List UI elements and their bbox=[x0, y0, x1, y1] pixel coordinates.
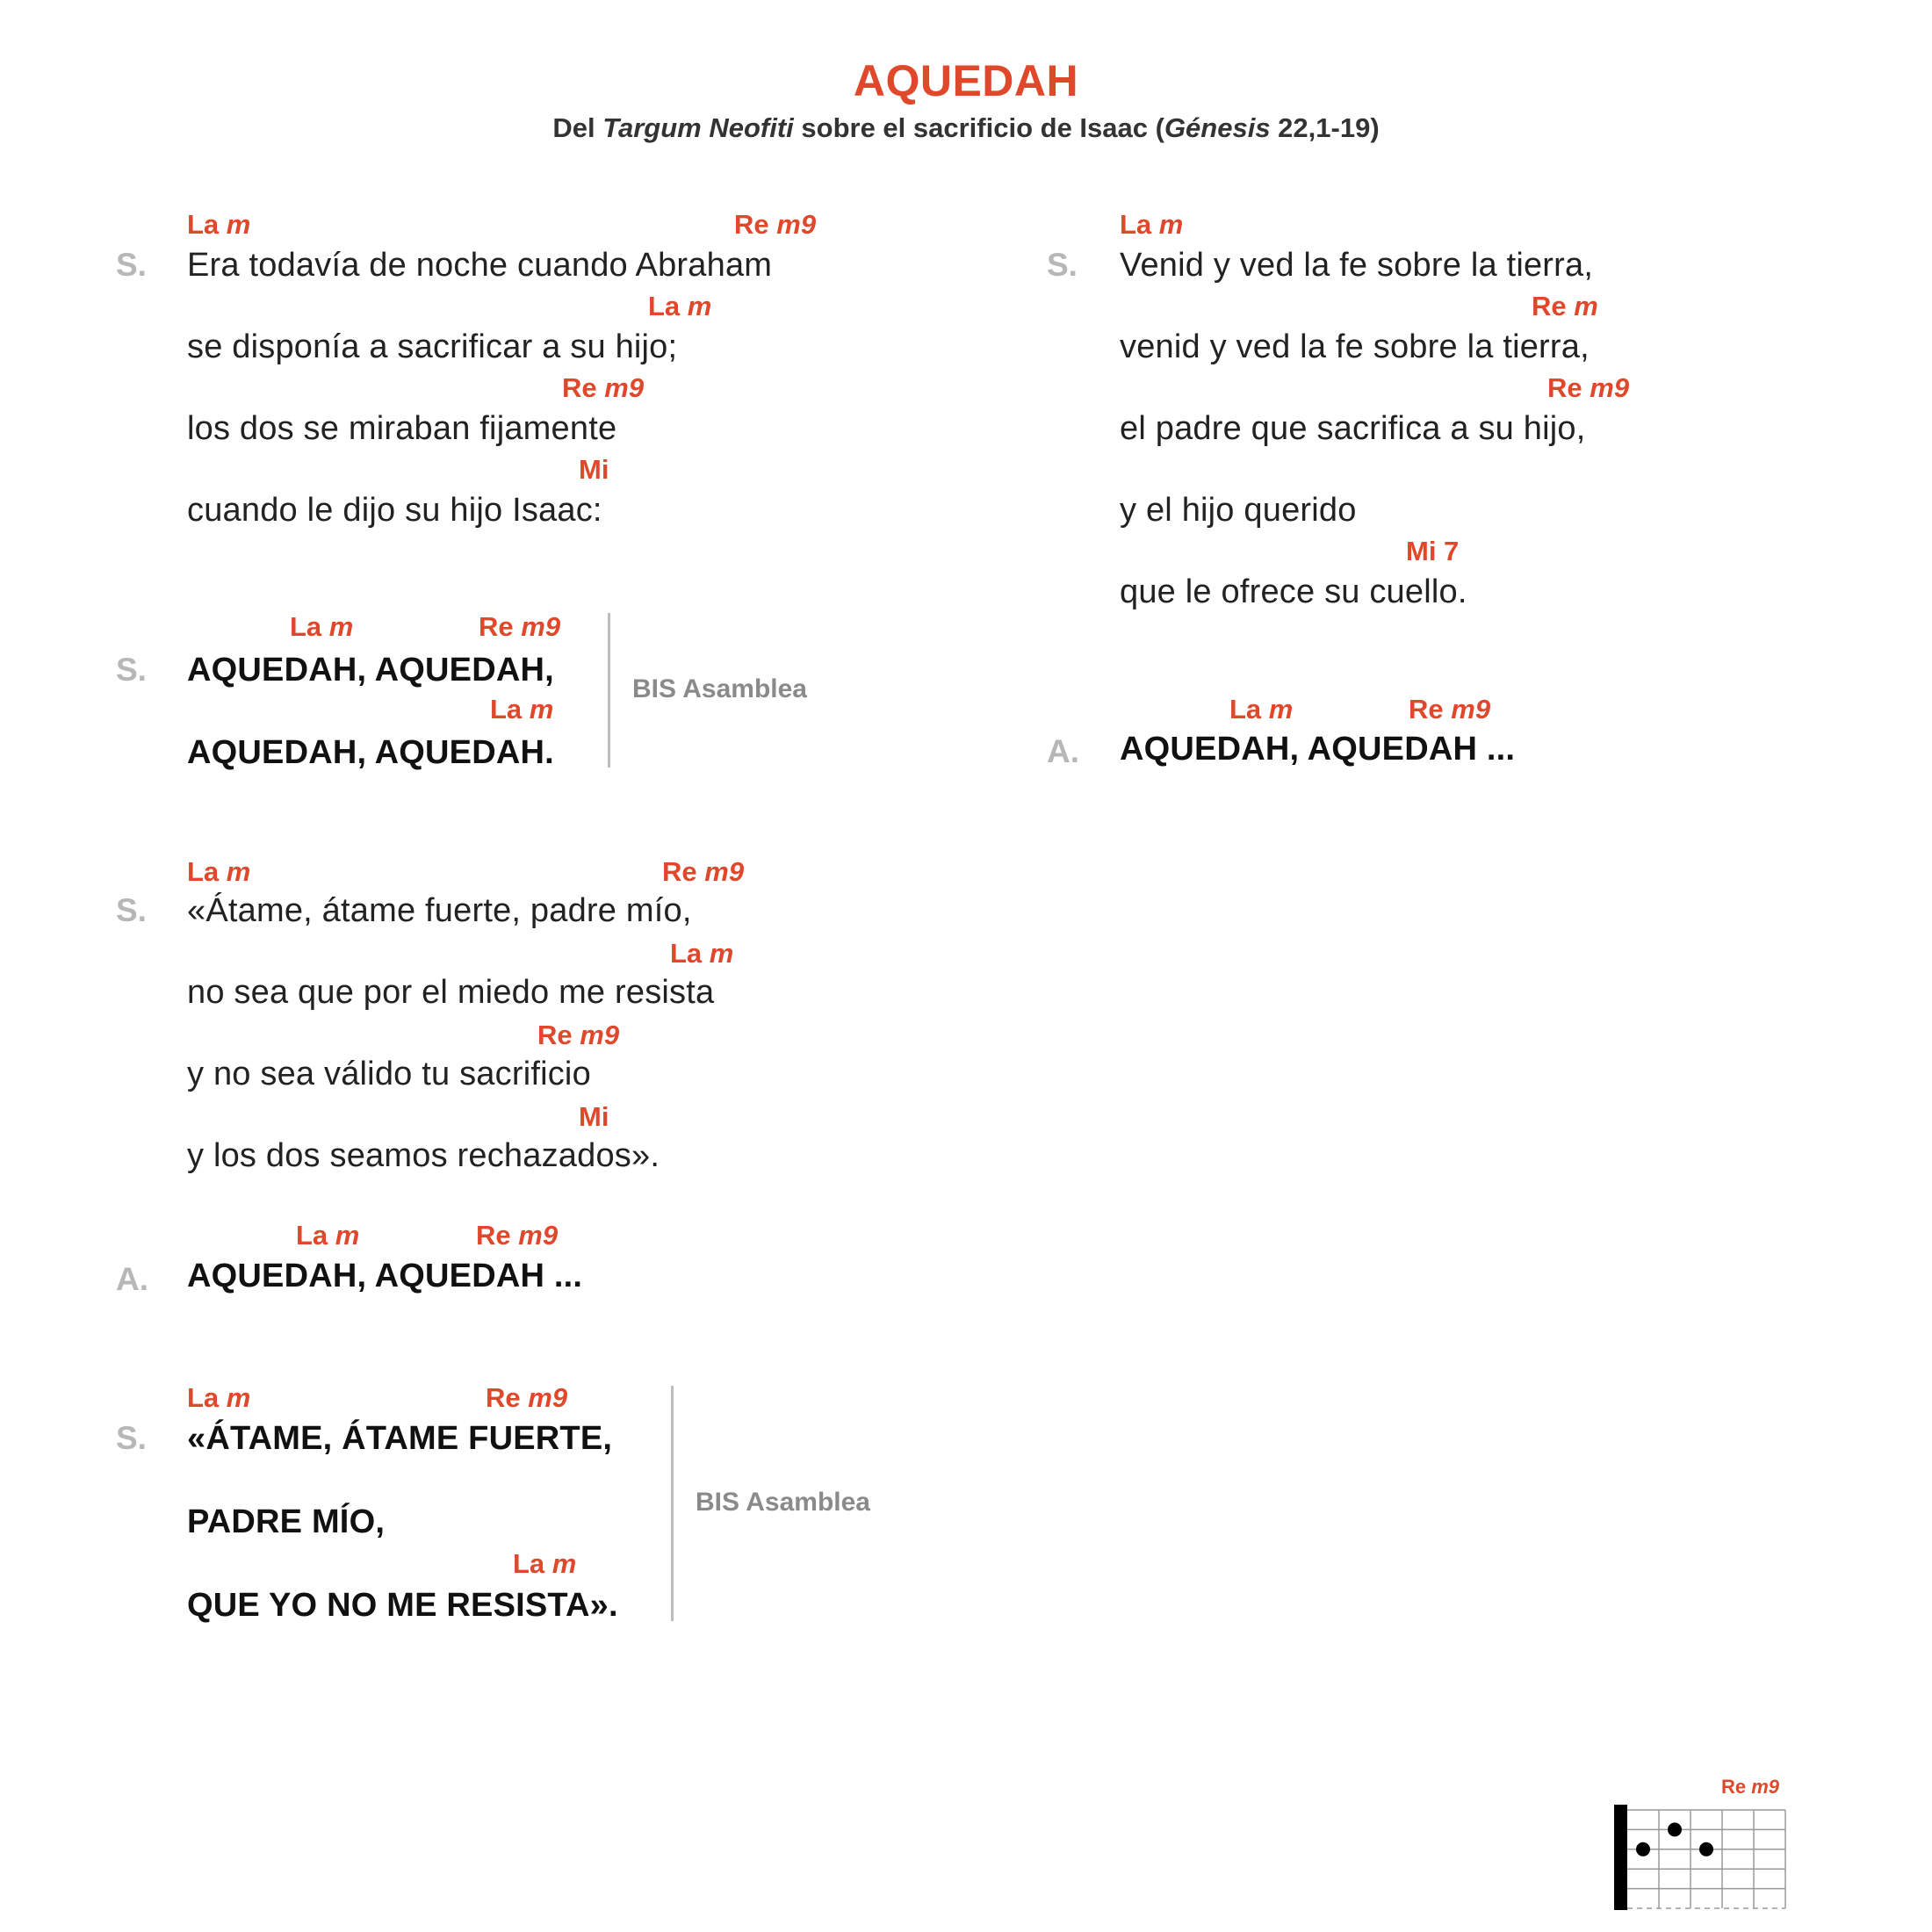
solo-marker: S. bbox=[116, 247, 147, 283]
chord-diagram-nut bbox=[1614, 1805, 1627, 1910]
lyric-line: los dos se miraban fijamente bbox=[187, 410, 617, 447]
solo-marker: S. bbox=[116, 1420, 147, 1456]
chord-re-m9: Re m9 bbox=[1547, 372, 1630, 403]
chord-mi-7: Mi 7 bbox=[1406, 536, 1460, 566]
chord-la-m: La m bbox=[296, 1220, 360, 1251]
subtitle-text: sobre el sacrificio de Isaac ( bbox=[793, 112, 1164, 143]
chord-diagram-dot bbox=[1668, 1822, 1682, 1836]
song-subtitle bbox=[0, 112, 1932, 144]
chord-diagram-dot bbox=[1699, 1842, 1713, 1856]
lyric-line: y no sea válido tu sacrificio bbox=[187, 1056, 591, 1092]
chord-la-m: La m bbox=[648, 291, 712, 321]
chord-la-m: La m bbox=[187, 856, 251, 887]
chord-la-m: La m bbox=[513, 1548, 577, 1579]
lyric-line: y los dos seamos rechazados». bbox=[187, 1137, 660, 1174]
refrain-line: AQUEDAH, AQUEDAH, bbox=[187, 652, 554, 688]
subtitle-book: Génesis bbox=[1164, 112, 1271, 143]
chord-mi: Mi bbox=[579, 1101, 609, 1132]
chord-re-m9: Re m9 bbox=[662, 856, 745, 887]
refrain-line: «ÁTAME, ÁTAME FUERTE, bbox=[187, 1420, 613, 1457]
lyric-line: y el hijo querido bbox=[1120, 492, 1357, 529]
chord-re-m9: Re m9 bbox=[486, 1382, 568, 1413]
refrain-line: AQUEDAH, AQUEDAH ... bbox=[1120, 731, 1516, 768]
chord-diagram-dot bbox=[1636, 1842, 1650, 1856]
refrain-line: QUE YO NO ME RESISTA». bbox=[187, 1587, 618, 1624]
lyric-line: el padre que sacrifica a su hijo, bbox=[1120, 410, 1586, 447]
lyric-line: «Átame, átame fuerte, padre mío, bbox=[187, 892, 692, 929]
lyric-line: venid y ved la fe sobre la tierra, bbox=[1120, 328, 1590, 365]
chord-diagram-label: Re m9 bbox=[1721, 1776, 1780, 1798]
solo-marker: S. bbox=[116, 652, 147, 688]
chord-re-m: Re m bbox=[1532, 291, 1598, 321]
chord-re-m9: Re m9 bbox=[562, 372, 645, 403]
chord-la-m: La m bbox=[1120, 209, 1184, 240]
chord-la-m: La m bbox=[187, 1382, 251, 1413]
bis-label: BIS Asamblea bbox=[696, 1488, 870, 1517]
chord-mi: Mi bbox=[579, 454, 609, 485]
solo-marker: S. bbox=[1047, 247, 1078, 283]
chord-la-m: La m bbox=[490, 694, 554, 724]
bis-bracket bbox=[671, 1386, 674, 1621]
lyric-line: Venid y ved la fe sobre la tierra, bbox=[1120, 247, 1594, 284]
bis-bracket bbox=[608, 613, 610, 768]
chord-re-m9: Re m9 bbox=[476, 1220, 559, 1251]
chord-la-m: La m bbox=[1229, 694, 1294, 724]
subtitle-text: 22,1-19) bbox=[1270, 112, 1380, 143]
refrain-line: PADRE MÍO, bbox=[187, 1503, 386, 1540]
assembly-marker: A. bbox=[116, 1261, 148, 1297]
subtitle-source: Targum Neofiti bbox=[602, 112, 794, 143]
lyric-line: no sea que por el miedo me resista bbox=[187, 974, 715, 1011]
chord-la-m: La m bbox=[670, 938, 734, 969]
chord-re-m9: Re m9 bbox=[537, 1020, 620, 1050]
chord-la-m: La m bbox=[290, 611, 354, 642]
bis-label: BIS Asamblea bbox=[632, 674, 807, 703]
lyric-line: Era todavía de noche cuando Abraham bbox=[187, 247, 773, 284]
assembly-marker: A. bbox=[1047, 733, 1079, 769]
lyric-line: cuando le dijo su hijo Isaac: bbox=[187, 492, 602, 529]
chord-re-m9: Re m9 bbox=[479, 611, 561, 642]
subtitle-text: Del bbox=[552, 112, 603, 143]
refrain-line: AQUEDAH, AQUEDAH ... bbox=[187, 1258, 583, 1294]
chord-la-m: La m bbox=[187, 209, 251, 240]
chord-re-m9: Re m9 bbox=[1409, 694, 1491, 724]
song-title: AQUEDAH bbox=[853, 56, 1079, 105]
solo-marker: S. bbox=[116, 892, 147, 928]
lyric-line: que le ofrece su cuello. bbox=[1120, 573, 1467, 610]
chord-diagram bbox=[1614, 1805, 1790, 1914]
refrain-line: AQUEDAH, AQUEDAH. bbox=[187, 734, 554, 771]
chord-re-m9: Re m9 bbox=[734, 209, 817, 240]
lyric-line: se disponía a sacrificar a su hijo; bbox=[187, 328, 678, 365]
